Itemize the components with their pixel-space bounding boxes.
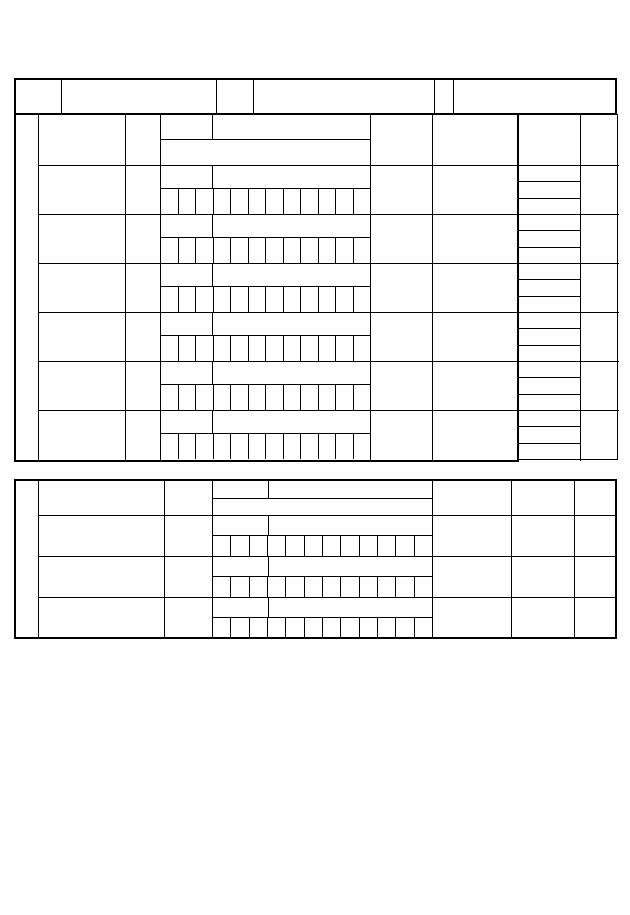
- applicant-name-field[interactable]: [62, 80, 215, 113]
- household-member-row[interactable]: [38, 361, 619, 410]
- patient-name-field[interactable]: [254, 80, 433, 113]
- household-member-row[interactable]: [38, 214, 619, 263]
- sign-name-field[interactable]: [420, 850, 535, 866]
- sign-address-field[interactable]: [420, 834, 590, 850]
- household-member-row[interactable]: [38, 312, 619, 361]
- household-member-row[interactable]: [38, 263, 619, 312]
- address-field[interactable]: [454, 80, 615, 113]
- household-member-row[interactable]: [38, 165, 619, 214]
- household-member-row[interactable]: [38, 410, 619, 459]
